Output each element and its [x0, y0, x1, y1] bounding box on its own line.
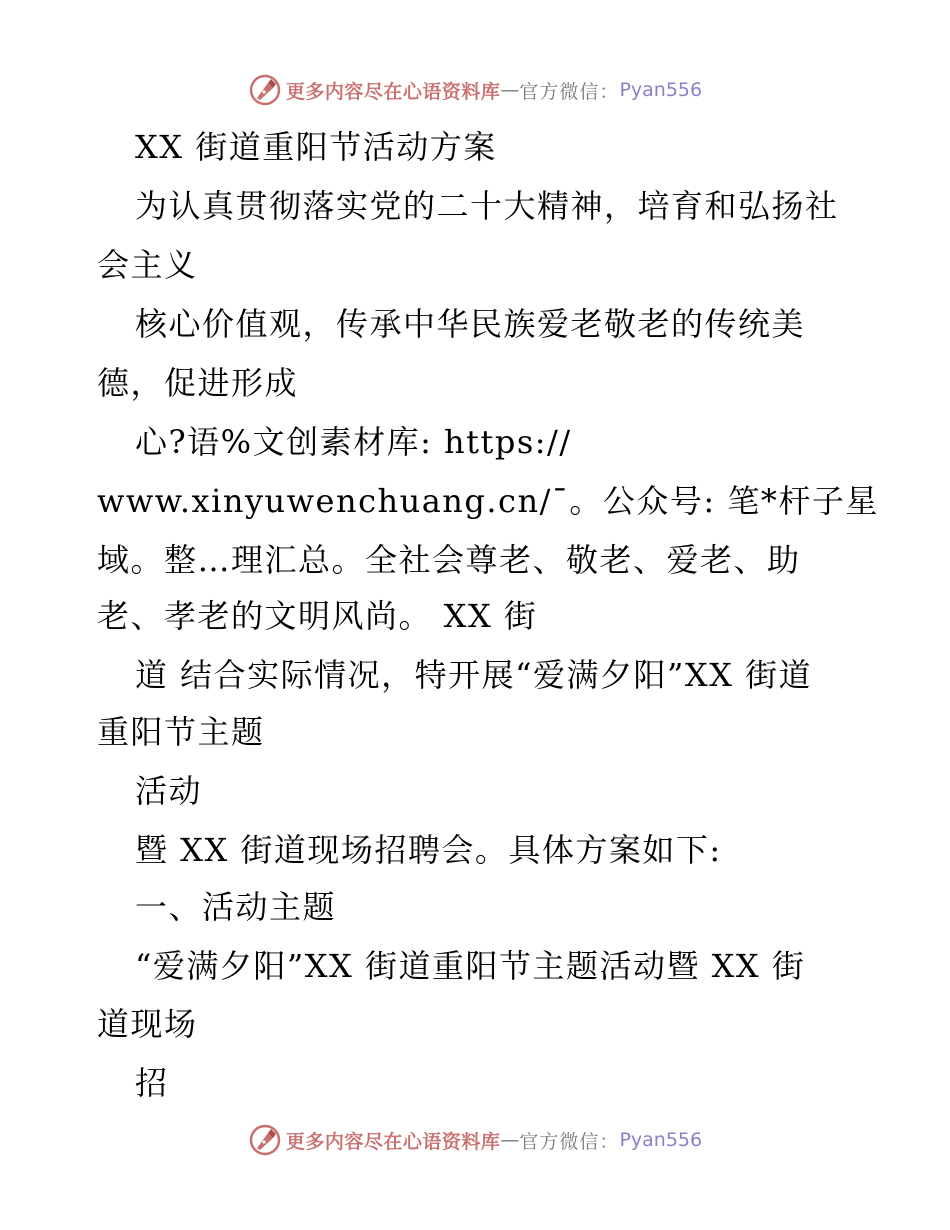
banner-wechat-id: Pyan556	[619, 79, 703, 101]
section-heading: 一、活动主题	[135, 888, 337, 926]
paragraph-line: 重阳节主题	[97, 713, 265, 751]
paragraph-line: 域。整…理汇总。全社会尊老、敬老、爱老、助	[97, 541, 801, 579]
paragraph-line: 暨 XX 街道现场招聘会。具体方案如下:	[135, 831, 722, 869]
paragraph-line: 活动	[135, 772, 203, 810]
document-title: XX 街道重阳节活动方案	[135, 128, 497, 166]
paragraph-line: www.xinyuwenchuang.cn/¯。公众号: 笔*杆子星	[97, 482, 879, 520]
paragraph-line: 心?语%文创素材库: https://	[135, 423, 572, 461]
banner-official-label: 官方微信：	[519, 1130, 620, 1153]
fountain-pen-logo-icon	[248, 1123, 282, 1157]
paragraph-line: 招	[135, 1064, 169, 1102]
banner-wechat-id: Pyan556	[619, 1129, 703, 1151]
paragraph-line: 会主义	[97, 246, 198, 284]
footer-banner	[0, 1120, 950, 1160]
banner-official-label: 官方微信：	[519, 80, 620, 103]
banner-dash: —	[500, 1129, 520, 1151]
banner-dash: —	[500, 79, 520, 101]
banner-site-text: 更多内容尽在心语资料库	[285, 1130, 501, 1153]
paragraph-line: 道 结合实际情况，特开展“爱满夕阳”XX 街道	[135, 656, 813, 694]
paragraph-line: 道现场	[97, 1005, 198, 1043]
paragraph-line: “爱满夕阳”XX 街道重阳节主题活动暨 XX 街	[135, 947, 806, 985]
paragraph-line: 为认真贯彻落实党的二十大精神，培育和弘扬社	[135, 187, 839, 225]
paragraph-line: 德，促进形成	[97, 364, 299, 402]
banner-site-text: 更多内容尽在心语资料库	[285, 80, 501, 103]
paragraph-line: 老、孝老的文明风尚。 XX 街	[97, 597, 538, 635]
paragraph-line: 核心价值观，传承中华民族爱老敬老的传统美	[135, 305, 806, 343]
